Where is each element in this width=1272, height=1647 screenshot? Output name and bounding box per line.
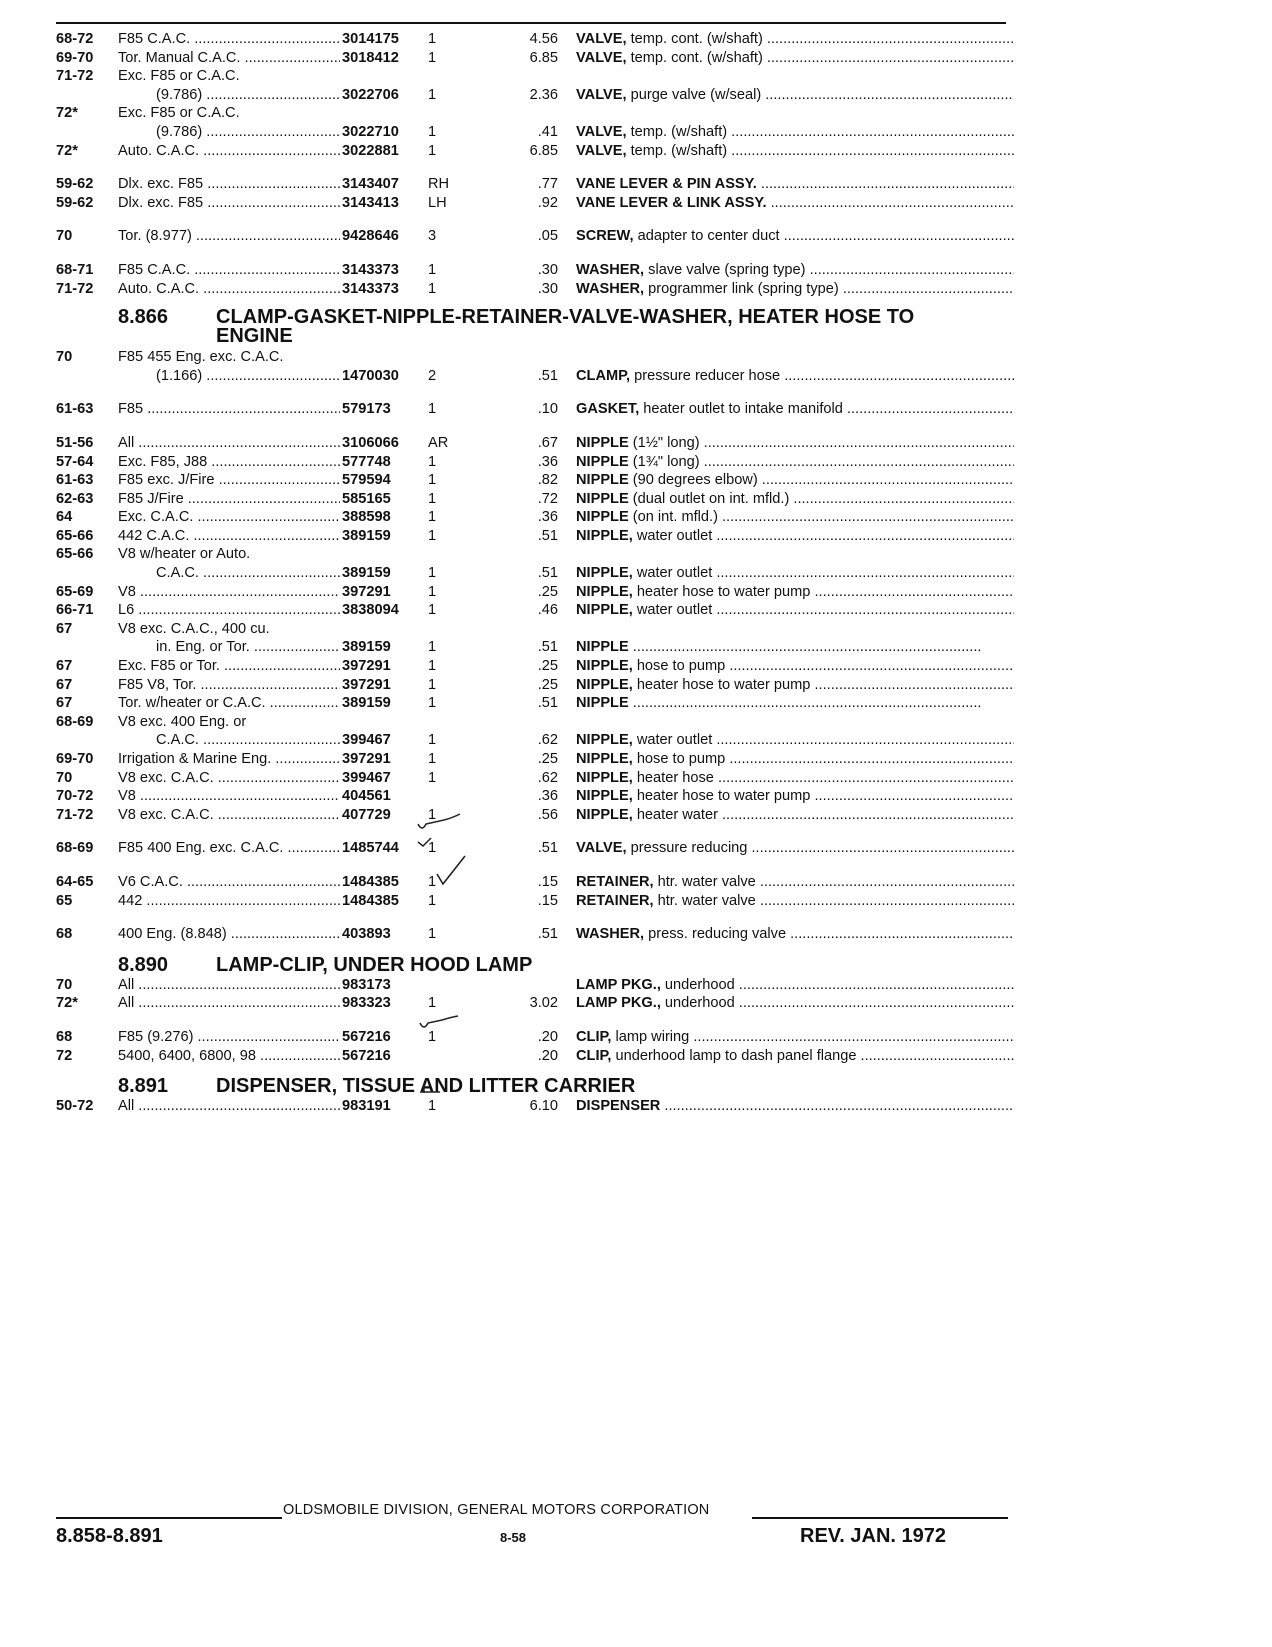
part-name: NIPPLE xyxy=(576,453,629,470)
application: All ..... xyxy=(118,994,340,1013)
part-detail: htr. water valve xyxy=(653,873,756,890)
price: .36 xyxy=(537,509,558,526)
application: V8 exc. C.A.C., 400 cu. xyxy=(118,620,270,637)
quantity: 1 xyxy=(428,926,437,943)
group-number: 8.866 xyxy=(118,306,169,329)
part-detail: temp. cont. (w/shaft) xyxy=(626,49,763,66)
price: .15 xyxy=(537,892,558,909)
application: V8 exc. C.A.C. ..... xyxy=(118,806,340,825)
part-name: NIPPLE xyxy=(576,639,629,656)
part-number: 3106066 xyxy=(342,434,399,451)
part-name: LAMP PKG., xyxy=(576,976,661,993)
part-detail: heater outlet to intake manifold xyxy=(639,401,843,418)
part-detail: temp. (w/shaft) xyxy=(626,142,728,159)
part-number: 3022710 xyxy=(342,123,399,140)
application: 442 C.A.C. ..... xyxy=(118,527,340,546)
part-detail: lamp wiring xyxy=(611,1028,690,1045)
application: V8 w/heater or Auto. xyxy=(118,546,251,563)
price: .67 xyxy=(537,434,558,451)
price: .05 xyxy=(537,228,558,245)
model-years: 64-65 xyxy=(56,873,94,890)
part-detail: underhood lamp to dash panel flange xyxy=(611,1047,857,1064)
part-name: NIPPLE, xyxy=(576,602,633,619)
quantity: 1 xyxy=(428,31,437,47)
quantity: RH xyxy=(428,176,450,193)
application: (1.166) ..... xyxy=(118,367,340,386)
part-name: VALVE, xyxy=(576,31,627,47)
quantity: 1 xyxy=(428,732,437,749)
price: .25 xyxy=(537,658,558,675)
part-detail: underhood xyxy=(660,976,735,993)
application: Auto. C.A.C. ..... xyxy=(118,142,340,161)
part-detail: pressure reducing xyxy=(626,840,748,857)
part-number: 3022881 xyxy=(342,142,399,159)
quantity: 1 xyxy=(428,490,437,507)
part-detail: programmer link (spring type) xyxy=(644,280,839,297)
model-years: 68-69 xyxy=(56,713,94,730)
part-name: NIPPLE xyxy=(576,509,629,526)
part-name: NIPPLE xyxy=(576,490,629,507)
model-years: 67 xyxy=(56,676,73,693)
part-name: CLIP, xyxy=(576,1028,612,1045)
price: 6.85 xyxy=(529,142,558,159)
part-name: VALVE, xyxy=(576,142,627,159)
part-name: VALVE, xyxy=(576,123,627,140)
quantity: 1 xyxy=(428,695,437,712)
part-number: 567216 xyxy=(342,1028,391,1045)
part-detail: adapter to center duct xyxy=(633,228,780,245)
part-detail: hose to pump xyxy=(632,751,726,767)
model-years: 64 xyxy=(56,509,73,526)
quantity: 1 xyxy=(428,676,437,693)
application: 442 ..... xyxy=(118,892,340,911)
price: .72 xyxy=(537,490,558,507)
quantity: 1 xyxy=(428,472,437,489)
model-years: 70 xyxy=(56,349,73,366)
application: Tor. Manual C.A.C. ..... xyxy=(118,49,340,68)
model-years: 65-66 xyxy=(56,527,94,544)
model-years: 68-71 xyxy=(56,261,94,278)
model-years: 70 xyxy=(56,228,73,245)
part-name: NIPPLE, xyxy=(576,565,633,582)
part-number: 388598 xyxy=(342,509,391,526)
quantity: 1 xyxy=(428,1098,437,1115)
part-detail: water outlet xyxy=(632,602,713,619)
application: (9.786) ..... xyxy=(118,86,340,105)
part-name: NIPPLE, xyxy=(576,583,633,600)
price: .10 xyxy=(537,401,558,418)
application: L6 ..... xyxy=(118,601,340,620)
part-name: NIPPLE, xyxy=(576,658,633,675)
part-detail: press. reducing valve xyxy=(644,926,787,943)
model-years: 57-64 xyxy=(56,453,94,470)
price: .56 xyxy=(537,806,558,823)
part-number: 1470030 xyxy=(342,367,399,384)
part-detail: htr. water valve xyxy=(653,892,756,909)
model-years: 68-69 xyxy=(56,840,94,857)
application: F85 400 Eng. exc. C.A.C. ..... xyxy=(118,839,340,858)
part-detail: heater hose to water pump xyxy=(632,788,811,805)
part-detail: underhood xyxy=(660,995,735,1012)
model-years: 72* xyxy=(56,142,78,159)
quantity: 1 xyxy=(428,769,437,786)
part-number: 3014175 xyxy=(342,31,399,47)
part-name: NIPPLE, xyxy=(576,527,633,544)
application: Tor. (8.977) ..... xyxy=(118,227,340,246)
model-years: 68 xyxy=(56,926,73,943)
model-years: 68 xyxy=(56,1028,73,1045)
part-number: 399467 xyxy=(342,769,391,786)
quantity: 1 xyxy=(428,1028,437,1045)
quantity: 1 xyxy=(428,658,437,675)
part-detail: water outlet xyxy=(632,565,713,582)
quantity: 1 xyxy=(428,49,437,66)
application: 400 Eng. (8.848) ..... xyxy=(118,925,340,944)
part-name: CLIP, xyxy=(576,1047,612,1064)
part-number: 3838094 xyxy=(342,602,399,619)
part-name: WASHER, xyxy=(576,926,645,943)
application: Auto. C.A.C. ..... xyxy=(118,280,340,299)
part-name: NIPPLE, xyxy=(576,732,633,749)
price: .51 xyxy=(537,695,558,712)
quantity: LH xyxy=(428,194,447,211)
price: .36 xyxy=(537,788,558,805)
part-name: DISPENSER xyxy=(576,1098,661,1115)
price: .30 xyxy=(537,261,558,278)
quantity: AR xyxy=(428,434,449,451)
model-years: 65 xyxy=(56,892,73,909)
quantity: 1 xyxy=(428,751,437,767)
model-years: 71-72 xyxy=(56,280,94,297)
application: Exc. F85 or C.A.C. xyxy=(118,68,240,85)
application: F85 455 Eng. exc. C.A.C. xyxy=(118,349,284,366)
quantity: 1 xyxy=(428,583,437,600)
part-detail: (on int. mfld.) xyxy=(628,509,718,526)
application: C.A.C. ..... xyxy=(118,564,340,583)
part-number: 403893 xyxy=(342,926,391,943)
quantity: 1 xyxy=(428,527,437,544)
part-name: GASKET, xyxy=(576,401,640,418)
part-number: 389159 xyxy=(342,527,391,544)
quantity: 1 xyxy=(428,602,437,619)
application: All ..... xyxy=(118,1097,340,1116)
part-number: 389159 xyxy=(342,695,391,712)
part-number: 983173 xyxy=(342,976,391,993)
part-detail: temp. (w/shaft) xyxy=(626,123,728,140)
application: F85 C.A.C. ..... xyxy=(118,30,340,49)
model-years: 68-72 xyxy=(56,31,94,47)
part-name: NIPPLE, xyxy=(576,788,633,805)
price: .51 xyxy=(537,840,558,857)
model-years: 67 xyxy=(56,658,73,675)
part-name: VANE LEVER & PIN ASSY. xyxy=(576,176,757,193)
application: F85 J/Fire ..... xyxy=(118,490,340,509)
part-detail: (1½" long) xyxy=(628,434,700,451)
part-number: 399467 xyxy=(342,732,391,749)
part-number: 404561 xyxy=(342,788,391,805)
price: .25 xyxy=(537,583,558,600)
application: Dlx. exc. F85 ..... xyxy=(118,175,340,194)
footer-revision: REV. JAN. 1972 xyxy=(800,1525,947,1547)
part-number: 397291 xyxy=(342,658,391,675)
part-number: 3143373 xyxy=(342,261,399,278)
part-detail: (dual outlet on int. mfld.) xyxy=(628,490,790,507)
quantity: 1 xyxy=(428,509,437,526)
part-detail: slave valve (spring type) xyxy=(644,261,806,278)
model-years: 72* xyxy=(56,105,78,122)
part-detail: hose to pump xyxy=(632,658,726,675)
part-name: WASHER, xyxy=(576,280,645,297)
price: 6.10 xyxy=(529,1098,558,1115)
price: .51 xyxy=(537,527,558,544)
part-name: RETAINER, xyxy=(576,873,654,890)
price: .51 xyxy=(537,565,558,582)
model-years: 72 xyxy=(56,1047,73,1064)
part-name: NIPPLE xyxy=(576,434,629,451)
group-number: 8.890 xyxy=(118,953,169,976)
model-years: 71-72 xyxy=(56,806,94,823)
part-name: SCREW, xyxy=(576,228,634,245)
application: F85 exc. J/Fire ..... xyxy=(118,471,340,490)
quantity: 1 xyxy=(428,261,437,278)
part-name: NIPPLE xyxy=(576,472,629,489)
application: in. Eng. or Tor. ..... xyxy=(118,638,340,657)
model-years: 66-71 xyxy=(56,602,94,619)
quantity: 2 xyxy=(428,367,437,384)
price: 3.02 xyxy=(529,995,558,1012)
part-number: 3018412 xyxy=(342,49,399,66)
application: F85 V8, Tor. ..... xyxy=(118,676,340,695)
part-number: 579173 xyxy=(342,401,391,418)
application: Irrigation & Marine Eng. ..... xyxy=(118,750,340,769)
part-name: WASHER, xyxy=(576,261,645,278)
quantity: 1 xyxy=(428,806,437,823)
price: .20 xyxy=(537,1028,558,1045)
part-name: NIPPLE, xyxy=(576,806,633,823)
price: .62 xyxy=(537,769,558,786)
price: .36 xyxy=(537,453,558,470)
part-name: VALVE, xyxy=(576,86,627,103)
part-detail: pressure reducer hose xyxy=(630,367,781,384)
price: .25 xyxy=(537,751,558,767)
part-detail: heater water xyxy=(632,806,718,823)
quantity: 1 xyxy=(428,892,437,909)
part-number: 407729 xyxy=(342,806,391,823)
application: All ..... xyxy=(118,976,340,995)
part-name: VANE LEVER & LINK ASSY. xyxy=(576,194,767,211)
model-years: 69-70 xyxy=(56,751,94,767)
part-number: 3022706 xyxy=(342,86,399,103)
part-number: 983323 xyxy=(342,995,391,1012)
footer-rule-right xyxy=(752,1517,1008,1519)
price: .82 xyxy=(537,472,558,489)
model-years: 71-72 xyxy=(56,68,94,85)
part-number: 585165 xyxy=(342,490,391,507)
price: .51 xyxy=(537,926,558,943)
model-years: 67 xyxy=(56,695,73,712)
model-years: 65-69 xyxy=(56,583,94,600)
quantity: 1 xyxy=(428,401,437,418)
quantity: 1 xyxy=(428,565,437,582)
group-title: LAMP-CLIP, UNDER HOOD LAMP xyxy=(216,953,533,976)
application: F85 C.A.C. ..... xyxy=(118,261,340,280)
price: .51 xyxy=(537,367,558,384)
application: C.A.C. ..... xyxy=(118,731,340,750)
part-number: 397291 xyxy=(342,583,391,600)
price: .25 xyxy=(537,676,558,693)
part-number: 389159 xyxy=(342,565,391,582)
part-number: 577748 xyxy=(342,453,391,470)
application: (9.786) ..... xyxy=(118,123,340,142)
quantity: 1 xyxy=(428,639,437,656)
price: .41 xyxy=(537,123,558,140)
part-number: 3143407 xyxy=(342,176,399,193)
part-number: 389159 xyxy=(342,639,391,656)
part-detail: heater hose xyxy=(632,769,714,786)
price: .51 xyxy=(537,639,558,656)
footer-division: OLDSMOBILE DIVISION, GENERAL MOTORS CORPORATION xyxy=(283,1502,710,1518)
model-years: 72* xyxy=(56,995,78,1012)
model-years: 67 xyxy=(56,620,73,637)
part-name: CLAMP, xyxy=(576,367,631,384)
application: All ..... xyxy=(118,434,340,453)
model-years: 70 xyxy=(56,769,73,786)
price: .30 xyxy=(537,280,558,297)
part-number: 983191 xyxy=(342,1098,391,1115)
model-years: 59-62 xyxy=(56,176,94,193)
part-detail: (1¾" long) xyxy=(628,453,700,470)
quantity: 1 xyxy=(428,840,437,857)
part-number: 567216 xyxy=(342,1047,391,1064)
application: 5400, 6400, 6800, 98 ..... xyxy=(118,1047,340,1066)
model-years: 69-70 xyxy=(56,49,94,66)
model-years: 61-63 xyxy=(56,472,94,489)
footer-section-range: 8.858-8.891 xyxy=(56,1525,163,1547)
part-number: 3143373 xyxy=(342,280,399,297)
application: Dlx. exc. F85 ..... xyxy=(118,194,340,213)
part-number: 579594 xyxy=(342,472,391,489)
part-detail: water outlet xyxy=(632,527,713,544)
model-years: 62-63 xyxy=(56,490,94,507)
quantity: 1 xyxy=(428,873,437,890)
model-years: 70 xyxy=(56,976,73,993)
application: Exc. F85 or C.A.C. xyxy=(118,105,240,122)
group-title: CLAMP-GASKET-NIPPLE-RETAINER-VALVE-WASHER, HEATER HOSE TO ENGINE xyxy=(216,306,915,348)
footer-page-number: 8-58 xyxy=(500,1530,527,1545)
part-name: RETAINER, xyxy=(576,892,654,909)
part-detail: water outlet xyxy=(632,732,713,749)
quantity: 1 xyxy=(428,123,437,140)
application: F85 ..... xyxy=(118,400,340,419)
part-name: LAMP PKG., xyxy=(576,995,661,1012)
price: 6.85 xyxy=(529,49,558,66)
group-title: DISPENSER, TISSUE AND LITTER CARRIER xyxy=(216,1075,636,1098)
price: .92 xyxy=(537,194,558,211)
application: V8 exc. 400 Eng. or xyxy=(118,713,247,730)
price: .20 xyxy=(537,1047,558,1064)
price: .62 xyxy=(537,732,558,749)
application: V8 ..... xyxy=(118,583,340,602)
application: Exc. F85 or Tor. ..... xyxy=(118,657,340,676)
model-years: 59-62 xyxy=(56,194,94,211)
price: 4.56 xyxy=(529,31,558,47)
part-detail: temp. cont. (w/shaft) xyxy=(626,31,763,47)
application: Tor. w/heater or C.A.C. ..... xyxy=(118,694,340,713)
quantity: 1 xyxy=(428,995,437,1012)
part-name: VALVE, xyxy=(576,840,627,857)
price: .77 xyxy=(537,176,558,193)
quantity: 1 xyxy=(428,280,437,297)
quantity: 1 xyxy=(428,142,437,159)
footer-rule-left xyxy=(56,1517,282,1519)
model-years: 65-66 xyxy=(56,546,94,563)
application: Exc. C.A.C. ..... xyxy=(118,508,340,527)
part-name: NIPPLE xyxy=(576,695,629,712)
part-number: 397291 xyxy=(342,751,391,767)
quantity: 1 xyxy=(428,86,437,103)
application: Exc. F85, J88 ..... xyxy=(118,453,340,472)
price: .15 xyxy=(537,873,558,890)
price: .46 xyxy=(537,602,558,619)
model-years: 51-56 xyxy=(56,434,94,451)
application: V8 ..... xyxy=(118,787,340,806)
model-years: 50-72 xyxy=(56,1098,94,1115)
part-number: 1484385 xyxy=(342,892,399,909)
price: 2.36 xyxy=(529,86,558,103)
part-detail: purge valve (w/seal) xyxy=(626,86,762,103)
application: F85 (9.276) ..... xyxy=(118,1028,340,1047)
part-name: NIPPLE, xyxy=(576,676,633,693)
part-detail: heater hose to water pump xyxy=(632,583,811,600)
quantity: 3 xyxy=(428,228,437,245)
part-number: 9428646 xyxy=(342,228,399,245)
part-number: 3143413 xyxy=(342,194,399,211)
part-detail: (90 degrees elbow) xyxy=(628,472,758,489)
part-detail: heater hose to water pump xyxy=(632,676,811,693)
group-number: 8.891 xyxy=(118,1075,169,1098)
part-number: 1485744 xyxy=(342,840,399,857)
model-years: 61-63 xyxy=(56,401,94,418)
part-number: 1484385 xyxy=(342,873,399,890)
application: V6 C.A.C. ..... xyxy=(118,873,340,892)
part-name: VALVE, xyxy=(576,49,627,66)
part-name: NIPPLE, xyxy=(576,751,633,767)
part-number: 397291 xyxy=(342,676,391,693)
quantity: 1 xyxy=(428,453,437,470)
model-years: 70-72 xyxy=(56,788,94,805)
application: V8 exc. C.A.C. ..... xyxy=(118,769,340,788)
part-name: NIPPLE, xyxy=(576,769,633,786)
